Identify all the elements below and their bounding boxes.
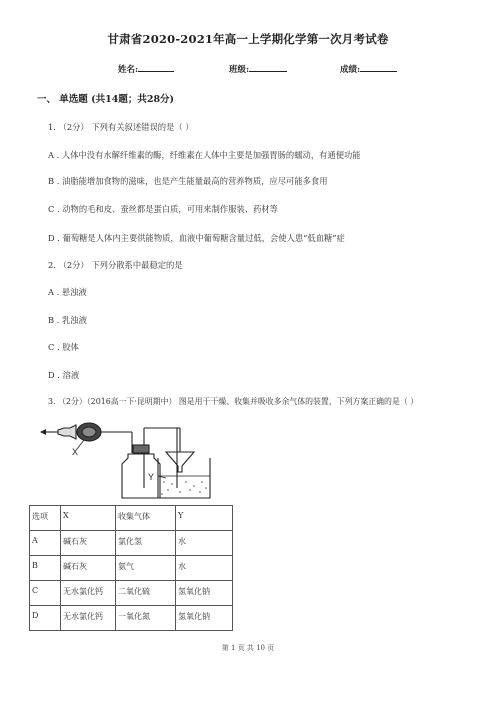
question-1-option-c: C . 动物的毛和皮、蚕丝都是蛋白质，可用来制作服装、药材等 xyxy=(48,204,278,214)
question-1-stem: 1. （2分） 下列有关叙述错误的是（ ） xyxy=(48,122,194,132)
question-1-option-b: B . 油脂能增加食物的滋味，也是产生能量最高的营养物质，应尽可能多食用 xyxy=(48,176,328,186)
question-3-table xyxy=(29,505,233,631)
table-cell: 氨气 xyxy=(116,556,176,581)
table-row xyxy=(30,581,233,606)
section-heading: 一、 单选题 (共14题；共28分) xyxy=(37,94,175,105)
table-cell: 碱石灰 xyxy=(61,556,116,581)
table-cell: 碱石灰 xyxy=(61,531,116,556)
table-cell: 无水氯化钙 xyxy=(61,581,116,606)
table-row xyxy=(30,556,233,581)
drying-tube-body xyxy=(58,425,76,439)
question-3-stem: 3. （2分）（2016高一下·昆明期中） 图是用于干燥、收集并吸收多余气体的装置，下列方案正确的是（ ） xyxy=(48,397,419,406)
label-y: Y xyxy=(148,472,155,482)
label-x: X xyxy=(72,447,79,457)
table-cell: 无水氯化钙 xyxy=(61,606,116,631)
table-cell: 氢氧化钠 xyxy=(176,581,233,606)
name-field[interactable] xyxy=(118,62,174,75)
table-row xyxy=(30,606,233,631)
exam-title: 甘肃省2020-2021年高一上学期化学第一次月考试卷 xyxy=(107,32,389,46)
question-1-option-a: A . 人体中没有水解纤维素的酶，纤维素在人体中主要是加强胃肠的蠕动，有通便功能 xyxy=(48,150,361,160)
question-2-stem: 2. （2分） 下列分散系中最稳定的是 xyxy=(48,260,183,270)
name-label: 姓名: xyxy=(118,65,139,75)
table-cell: D xyxy=(30,606,61,631)
table-header-cell: 选项 xyxy=(30,506,61,531)
table-cell: 二氧化硫 xyxy=(116,581,176,606)
class-blank[interactable] xyxy=(249,62,287,72)
class-field[interactable] xyxy=(229,62,287,75)
score-field[interactable] xyxy=(340,62,397,75)
bottle-stopper xyxy=(133,445,149,453)
table-cell: 水 xyxy=(176,531,233,556)
question-1-option-d: D . 葡萄糖是人体内主要供能物质，血液中葡萄糖含量过低，会使人患“低血糖”症 xyxy=(48,233,345,243)
question-2-option-c: C . 胶体 xyxy=(48,342,79,352)
table-cell: C xyxy=(30,581,61,606)
inverted-funnel xyxy=(166,452,194,472)
table-header-cell: 收集气体 xyxy=(116,506,176,531)
table-cell: 一氧化氮 xyxy=(116,606,176,631)
score-label: 成绩: xyxy=(340,65,361,75)
apparatus-figure xyxy=(40,418,220,504)
collection-bottle xyxy=(122,454,160,498)
question-2-option-d: D . 溶液 xyxy=(48,370,80,380)
table-cell: A xyxy=(30,531,61,556)
table-header-cell: X xyxy=(61,506,116,531)
table-header-row xyxy=(30,506,233,531)
table-row xyxy=(30,531,233,556)
class-label: 班级: xyxy=(229,65,250,75)
table-cell: B xyxy=(30,556,61,581)
question-2-option-a: A . 悬浊液 xyxy=(48,287,87,297)
table-cell: 水 xyxy=(176,556,233,581)
table-cell: 氢氧化钠 xyxy=(176,606,233,631)
question-2-option-b: B . 乳浊液 xyxy=(48,315,87,325)
page-footer: 第 1 页 共 10 页 xyxy=(221,644,275,652)
name-blank[interactable] xyxy=(138,62,174,72)
arrow-icon xyxy=(40,429,46,435)
table-cell: 氯化氢 xyxy=(116,531,176,556)
table-header-cell: Y xyxy=(176,506,233,531)
score-blank[interactable] xyxy=(360,62,397,72)
